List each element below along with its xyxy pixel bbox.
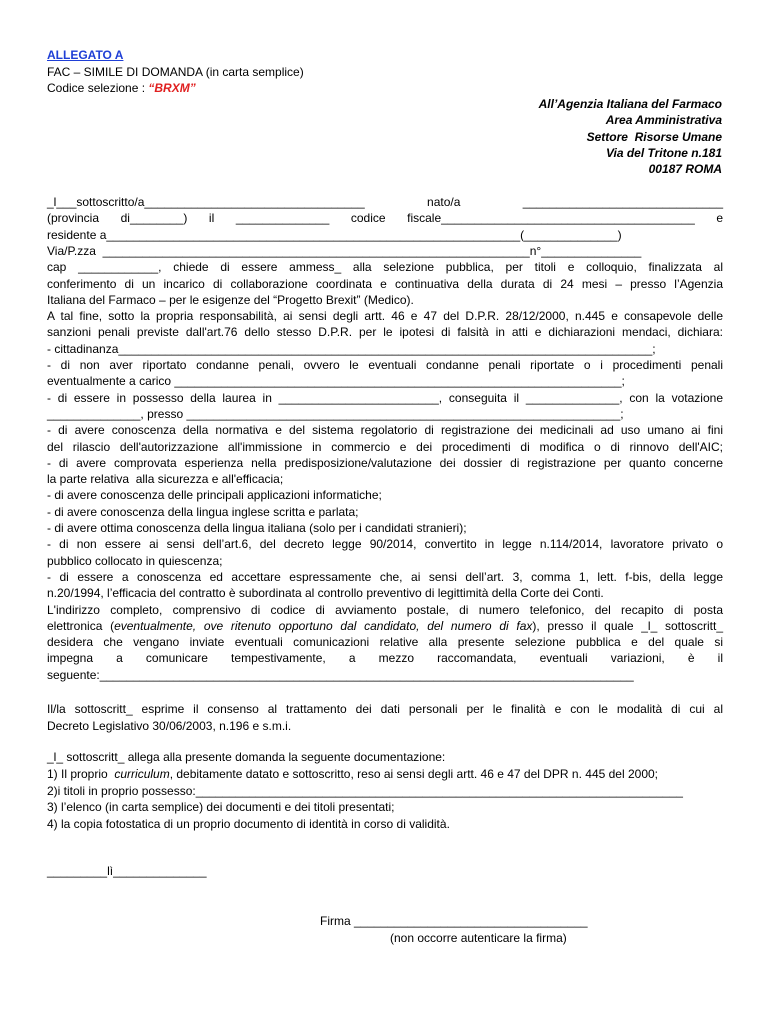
consent-lines-line: Il/la sottoscritt_ esprime il consenso al trattamento dei dati personali per le finalità e con le modalità di cui al bbox=[47, 702, 723, 716]
signature-line: Firma ___________________________________ bbox=[320, 914, 588, 928]
body-lines-line: la parte relativa alla sicurezza e all'efficacia; bbox=[47, 472, 284, 487]
body-lines-line: Italiana del Farmaco – per le esigenze del “Progetto Brexit” (Medico). bbox=[47, 292, 414, 307]
body-lines-line: residente a______________________________________________________________(______________) bbox=[47, 227, 622, 242]
codice-value: “BRXM” bbox=[148, 81, 196, 95]
codice-selezione bbox=[47, 81, 196, 95]
curriculum-italic: curriculum bbox=[114, 766, 170, 781]
body-lines-line: L'indirizzo completo, comprensivo di codice di avviamento postale, di numero telefonico, del recapito di posta bbox=[47, 602, 723, 617]
docs-lines-line: 4) la copia fotostatica di un proprio documento di identità in corso di validità. bbox=[47, 817, 450, 832]
body-lines-line: seguente:________________________________________________________________________________ bbox=[47, 667, 634, 682]
body-lines-line: (provincia di________) il ______________ codice fiscale______________________________________ e bbox=[47, 211, 723, 226]
body-lines-line: - di avere conoscenza delle principali applicazioni informatiche; bbox=[47, 488, 382, 503]
body-lines-line: desidera che vengano inviate eventuali comunicazioni relative alla presente selezione pubblica e del quale si bbox=[47, 635, 723, 650]
body-lines-line: conferimento di un incarico di collaborazione coordinata e continuativa della durata di 24 mesi – presso l’Agenzia bbox=[47, 276, 723, 291]
body-lines-line: - di essere in possesso della laurea in ________________________, conseguita il ______________, con la votazione bbox=[47, 390, 723, 405]
body-lines-line: pubblico collocato in quiescenza; bbox=[47, 553, 223, 568]
fax-note-italic: eventualmente, ove ritenuto opportuno dal candidato, del numero di fax bbox=[114, 618, 533, 633]
fac-simile-title: FAC – SIMILE DI DOMANDA (in carta semplice) bbox=[47, 65, 304, 79]
body-lines-line: _l___sottoscritto/a_________________________________ nato/a ______________________________ bbox=[47, 195, 723, 209]
docs-lines-line: 2)i titoli in proprio possesso:_________________________________________________________________________ bbox=[47, 783, 683, 798]
body-lines-line: A tal fine, sotto la propria responsabilità, ai sensi degli artt. 46 e 47 del D.P.R. 28/12/2000, n.445 e consapevole delle bbox=[47, 309, 723, 324]
recipient-line-3: Settore Risorse Umane bbox=[586, 130, 722, 144]
docs-lines-line: _l_ sottoscritt_ allega alla presente domanda la seguente documentazione: bbox=[47, 750, 446, 764]
body-lines-line: ______________, presso _________________________________________________________________; bbox=[47, 406, 624, 421]
body-lines-line: - di non essere ai sensi dell’art.6, del decreto legge 90/2014, convertito in legge n.114/2014, lavoratore privato o bbox=[47, 537, 723, 552]
body-lines-line: - di avere ottima conoscenza della lingua italiana (solo per i candidati stranieri); bbox=[47, 521, 467, 535]
signature-note: (non occorre autenticare la firma) bbox=[390, 931, 567, 945]
allegato-heading: ALLEGATO A bbox=[47, 48, 124, 62]
body-lines-line: - di essere a conoscenza ed accettare espressamente che, ai sensi dell’art. 3, comma 1, lett. f-bis, della legge bbox=[47, 569, 723, 584]
body-lines-line: n.20/1994, l’efficacia del contratto è subordinata al controllo preventivo di legittimità della Corte dei Conti. bbox=[47, 586, 604, 601]
recipient-line-1: All’Agenzia Italiana del Farmaco bbox=[538, 97, 722, 111]
body-lines-line: - di avere comprovata esperienza nella predisposizione/valutazione dei dossier di registrazione per quanto concerne bbox=[47, 455, 723, 470]
body-lines-line: - di non aver riportato condanne penali, ovvero le eventuali condanne penali riportate o i procedimenti penali bbox=[47, 358, 723, 372]
place-date-line: _________lì______________ bbox=[47, 864, 207, 878]
body-lines-line: elettronica (eventualmente, ove ritenuto opportuno dal candidato, del numero di fax), presso il quale _l_ sottoscritt_ bbox=[47, 618, 723, 633]
recipient-line-2: Area Amministrativa bbox=[605, 113, 722, 127]
recipient-line-5: 00187 ROMA bbox=[648, 162, 722, 176]
docs-lines-line: 3) l’elenco (in carta semplice) dei documenti e dei titoli presentati; bbox=[47, 800, 395, 815]
body-lines-line: sanzioni penali previste dall'art.76 dello stesso D.P.R. per le ipotesi di falsità in atti e dichiarazioni mendaci, dichiara: bbox=[47, 325, 723, 340]
body-lines-line: - cittadinanza________________________________________________________________________________; bbox=[47, 341, 656, 356]
body-lines-line: eventualmente a carico ___________________________________________________________________; bbox=[47, 374, 625, 389]
consent-lines-line: Decreto Legislativo 30/06/2003, n.196 e s.m.i. bbox=[47, 718, 292, 733]
body-lines-line: - di avere conoscenza della normativa e del sistema regolatorio di registrazione dei medicinali ad uso umano ai fini bbox=[47, 423, 723, 438]
body-lines-line: del rilascio dell'autorizzazione all'immissione in commercio e dei procedimenti di modifica o di rinnovo dell'AIC; bbox=[47, 439, 723, 454]
codice-label: Codice selezione : bbox=[47, 81, 149, 95]
body-lines-line: - di avere conoscenza della lingua inglese scritta e parlata; bbox=[47, 504, 359, 519]
body-lines-line: impegna a comunicare tempestivamente, a mezzo raccomandata, eventuali variazioni, è il bbox=[47, 651, 723, 666]
body-lines-line: Via/P.zza ________________________________________________________________n°_______________ bbox=[47, 243, 642, 258]
recipient-line-4: Via del Tritone n.181 bbox=[605, 146, 722, 160]
body-lines-line: cap ____________, chiede di essere ammess_ alla selezione pubblica, per titoli e colloquio, finalizzata al bbox=[47, 260, 723, 275]
docs-lines-line: 1) Il proprio curriculum, debitamente datato e sottoscritto, reso ai sensi degli artt. 46 e 47 del DPR n. 445 del 2000; bbox=[47, 766, 658, 781]
